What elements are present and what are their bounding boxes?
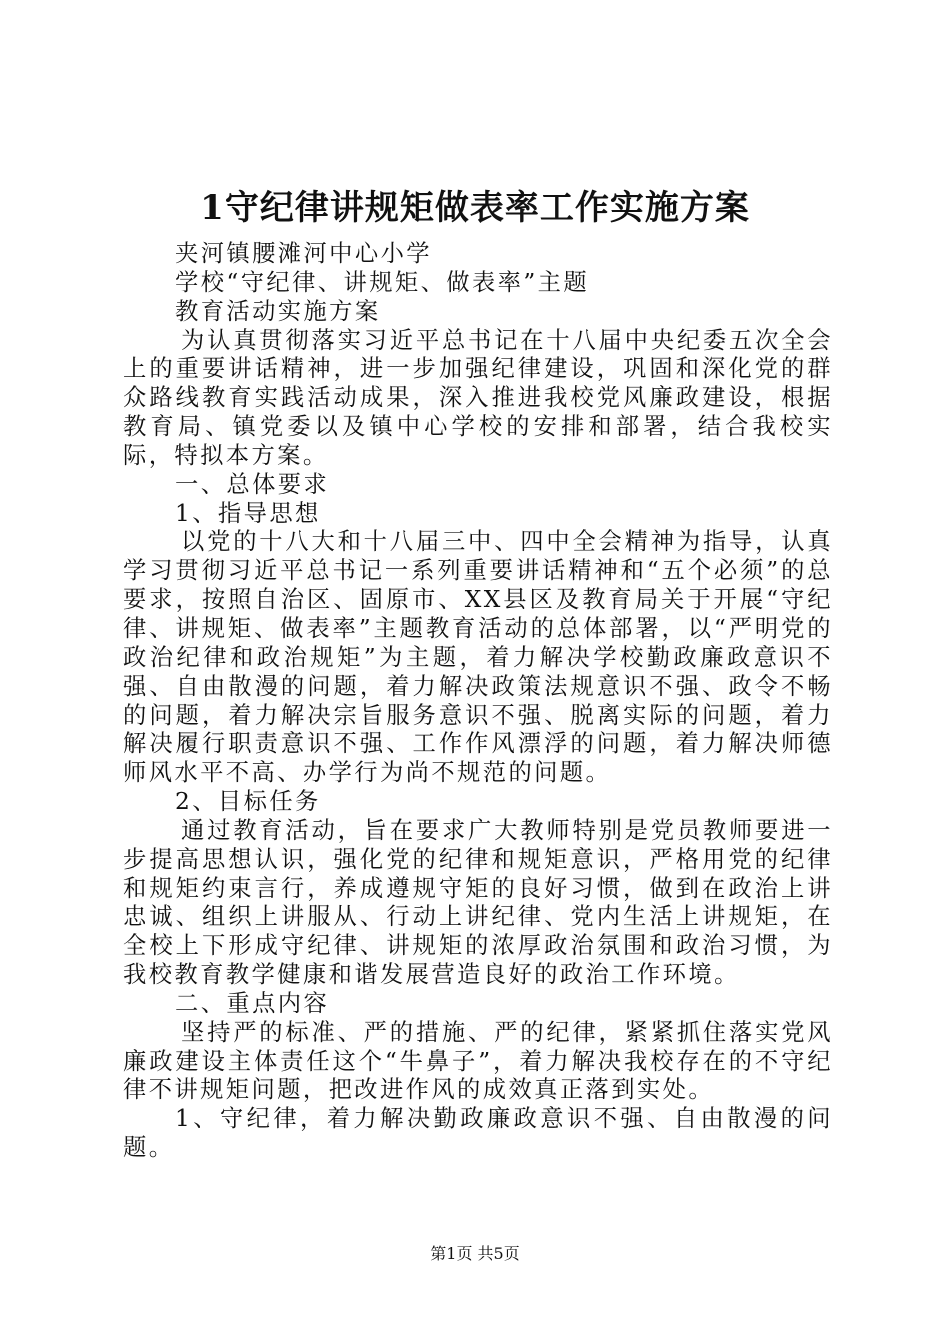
subheading-goals: 2、目标任务 (175, 788, 321, 816)
page-footer: 第1页 共5页 (430, 1244, 520, 1263)
school-name: 夹河镇腰滩河中心小学 (175, 240, 432, 267)
section-heading-key-content: 二、重点内容 (175, 989, 330, 1017)
plan-subtitle: 教育活动实施方案 (175, 297, 381, 325)
key-content-paragraph: 坚持严的标准、严的措施、严的纪律，紧紧抓住落实党风廉政建设主体责任这个“牛鼻子”，着力解决我校存在的不守纪律不讲规矩问题，把改进作风的成效真正落到实处。 (123, 1018, 833, 1104)
subheading-guiding-idea: 1、指导思想 (175, 499, 321, 527)
document-body (123, 240, 833, 1163)
document-title: 1守纪律讲规矩做表率工作实施方案 (200, 188, 750, 228)
intro-paragraph: 为认真贯彻落实习近平总书记在十八届中央纪委五次全会上的重要讲话精神，进一步加强纪律建设，巩固和深化党的群众路线教育实践活动成果，深入推进我校党风廉政建设，根据教育局、镇党委以及镇中心学校的安排和部署，结合我校实际，特拟本方案。 (123, 326, 833, 469)
theme-line: 学校“守纪律、讲规矩、做表率”主题 (175, 268, 590, 296)
item-discipline: 1、守纪律，着力解决勤政廉政意识不强、自由散漫的问题。 (123, 1105, 833, 1162)
guiding-idea-paragraph: 以党的十八大和十八届三中、四中全会精神为指导，认真学习贯彻习近平总书记一系列重要讲话精神和“五个必须”的总要求，按照自治区、固原市、XX县区及教育局关于开展“守纪律、讲规矩、做表率”主题教育活动的总体部署，以“严明党的政治纪律和政治规矩”为主题，着力解决学校勤政廉政意识不强、自由散漫的问题，着力解决政策法规意识不强、政令不畅的问题，着力解决宗旨服务意识不强、脱离实际的问题，着力解决履行职责意识不强、工作作风漂浮的问题，着力解决师德师风水平不高、办学行为尚不规范的问题。 (123, 528, 833, 787)
section-heading-general: 一、总体要求 (175, 470, 330, 498)
goals-paragraph: 通过教育活动，旨在要求广大教师特别是党员教师要进一步提高思想认识，强化党的纪律和规矩意识，严格用党的纪律和规矩约束言行，养成遵规守矩的良好习惯，做到在政治上讲忠诚、组织上讲服从、行动上讲纪律、党内生活上讲规矩，在全校上下形成守纪律、讲规矩的浓厚政治氛围和政治习惯，为我校教育教学健康和谐发展营造良好的政治工作环境。 (123, 816, 833, 989)
